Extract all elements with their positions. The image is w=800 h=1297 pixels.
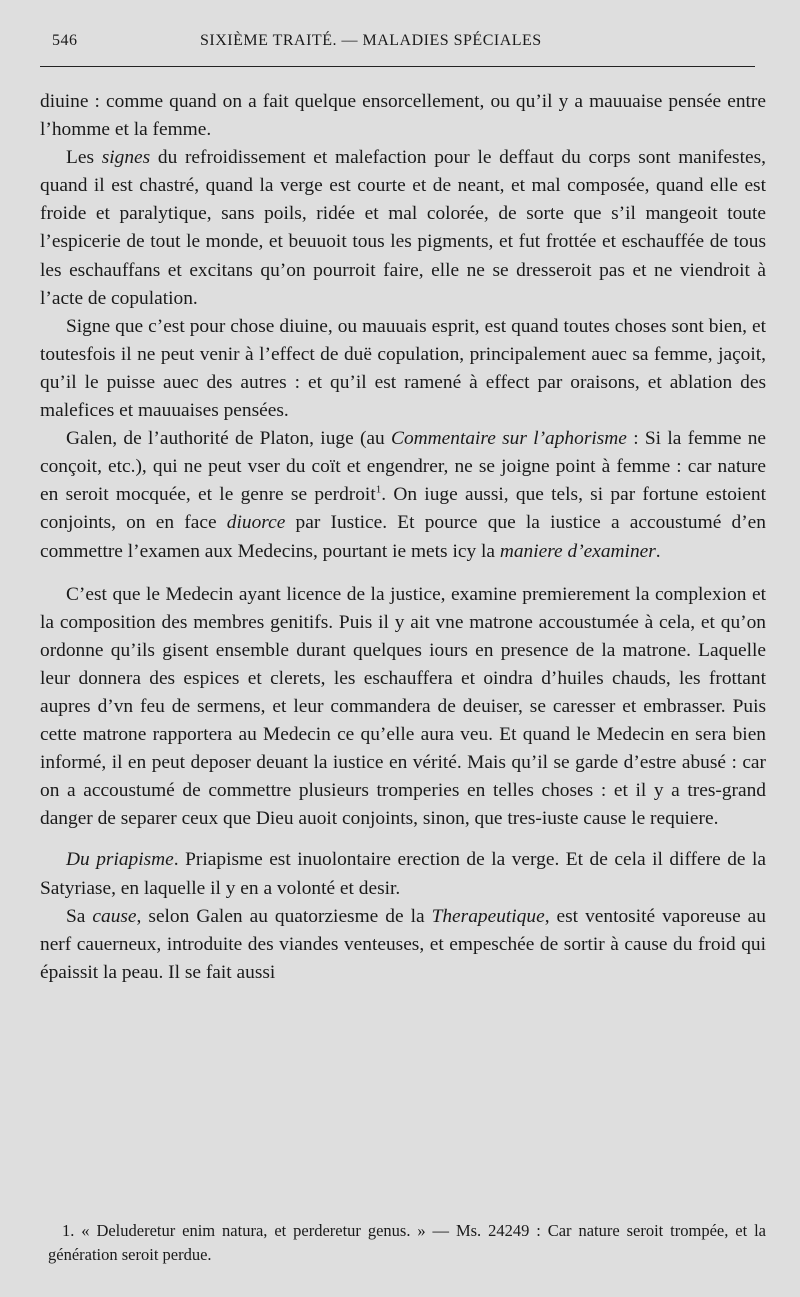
running-head: SIXIÈME TRAITÉ. — MALADIES SPÉCIALES [200,32,542,49]
header-rule [40,66,755,67]
paragraph-cause: Sa cause, selon Galen au quatorziesme de la Therapeutique, est ventosité vaporeuse au nerf cauerneux, introduite des viandes venteuses, et empeschée de sortir à cause du froid qui épaissit la peau. Il se fait aussi [40,905,766,983]
page-number: 546 [52,32,78,49]
paragraph-examen: C’est que le Medecin ayant licence de la justice, examine premierement la complexion et la composition des membres genitifs. Puis il y ait vne matrone accoustumée à cela, et qu’on ordonne qu’ils gisent ensemble durant quelques iours en presence de la matrone. Laquelle leur donnera des espices et clerets, les eschauffera et oindra d’huiles chauds, les frottant aupres d’vn feu de sermens, et leur commandera de deuiser, se caresser et embrasser. Puis cette matrone rapportera au Medecin ce qu’elle aura veu. Et quand le Medecin en sera bien informé, il en peut deposer deuant la iustice en vérité. Mais qu’il se garde d’estre abusé : car on a accoustumé de commettre plusieurs tromperies en telles choses : et il y a tres-grand danger de separer ceux que Dieu auoit conjoints, sinon, que tres-iuste cause le requiere. [40,583,766,830]
footnote-text: « Deluderetur enim natura, et perderetur genus. » — Ms. 24249 : Car nature seroit trompée, et la génération seroit perdue. [48,1221,766,1264]
paragraph-priapisme: Du priapisme. Priapisme est inuolontaire erection de la verge. Et de cela il differe de la Satyriase, en laquelle il y en a volonté et desir. [40,849,766,899]
page-header [52,32,760,56]
footnote-marker: 1. [62,1221,75,1240]
paragraph-signe-diuin: Signe que c’est pour chose diuine, ou mauuais esprit, est quand toutes choses sont bien, et toutesfois il ne peut venir à l’effect de duë copulation, principalement auec sa femme, jaçoit, qu’il le puisse auec des autres : et qu’il est ramené à effect par oraisons, et ablation des malefices et mauuaises pensées. [40,315,766,422]
footnote-reference: 1 [375,483,382,496]
body-text [40,88,766,987]
paragraph-galen: Galen, de l’authorité de Platon, iuge (au Commentaire sur l’aphorisme : Si la femme ne conçoit, etc.), qui ne peut vser du coït et engendrer, ne se joigne point à femme : car nature en seroit mocquée, et le genre se perdroit$^1$. On iuge aussi, que tels, si par fortune estoient conjoints, on en face diuorce par Iustice. Et pource que la iustice a accoustumé d’en commettre l’examen aux Medecins, pourtant ie mets icy la maniere d’examiner. [40,428,767,562]
paragraph-signes: Les signes du refroidissement et malefaction pour le deffaut du corps sont manifestes, quand il est chastré, quand la verge est courte et de neant, et mal composée, quand elle est froide et paralytique, sans poils, ridée et mal colorée, de sorte que s’il mangeoit toute l’espicerie de tout le monde, et beuuoit tous les pigments, et fut frottée et eschauffée de tous les eschauffans et excitans qu’on pourroit faire, elle ne se dresseroit pas et ne viendroit à l’acte de copulation. [40,147,766,309]
paragraph-continuation: diuine : comme quand on a fait quelque ensorcellement, ou qu’il y a mauuaise pensée entre l’homme et la femme. [40,91,766,141]
footnote [48,1219,766,1267]
